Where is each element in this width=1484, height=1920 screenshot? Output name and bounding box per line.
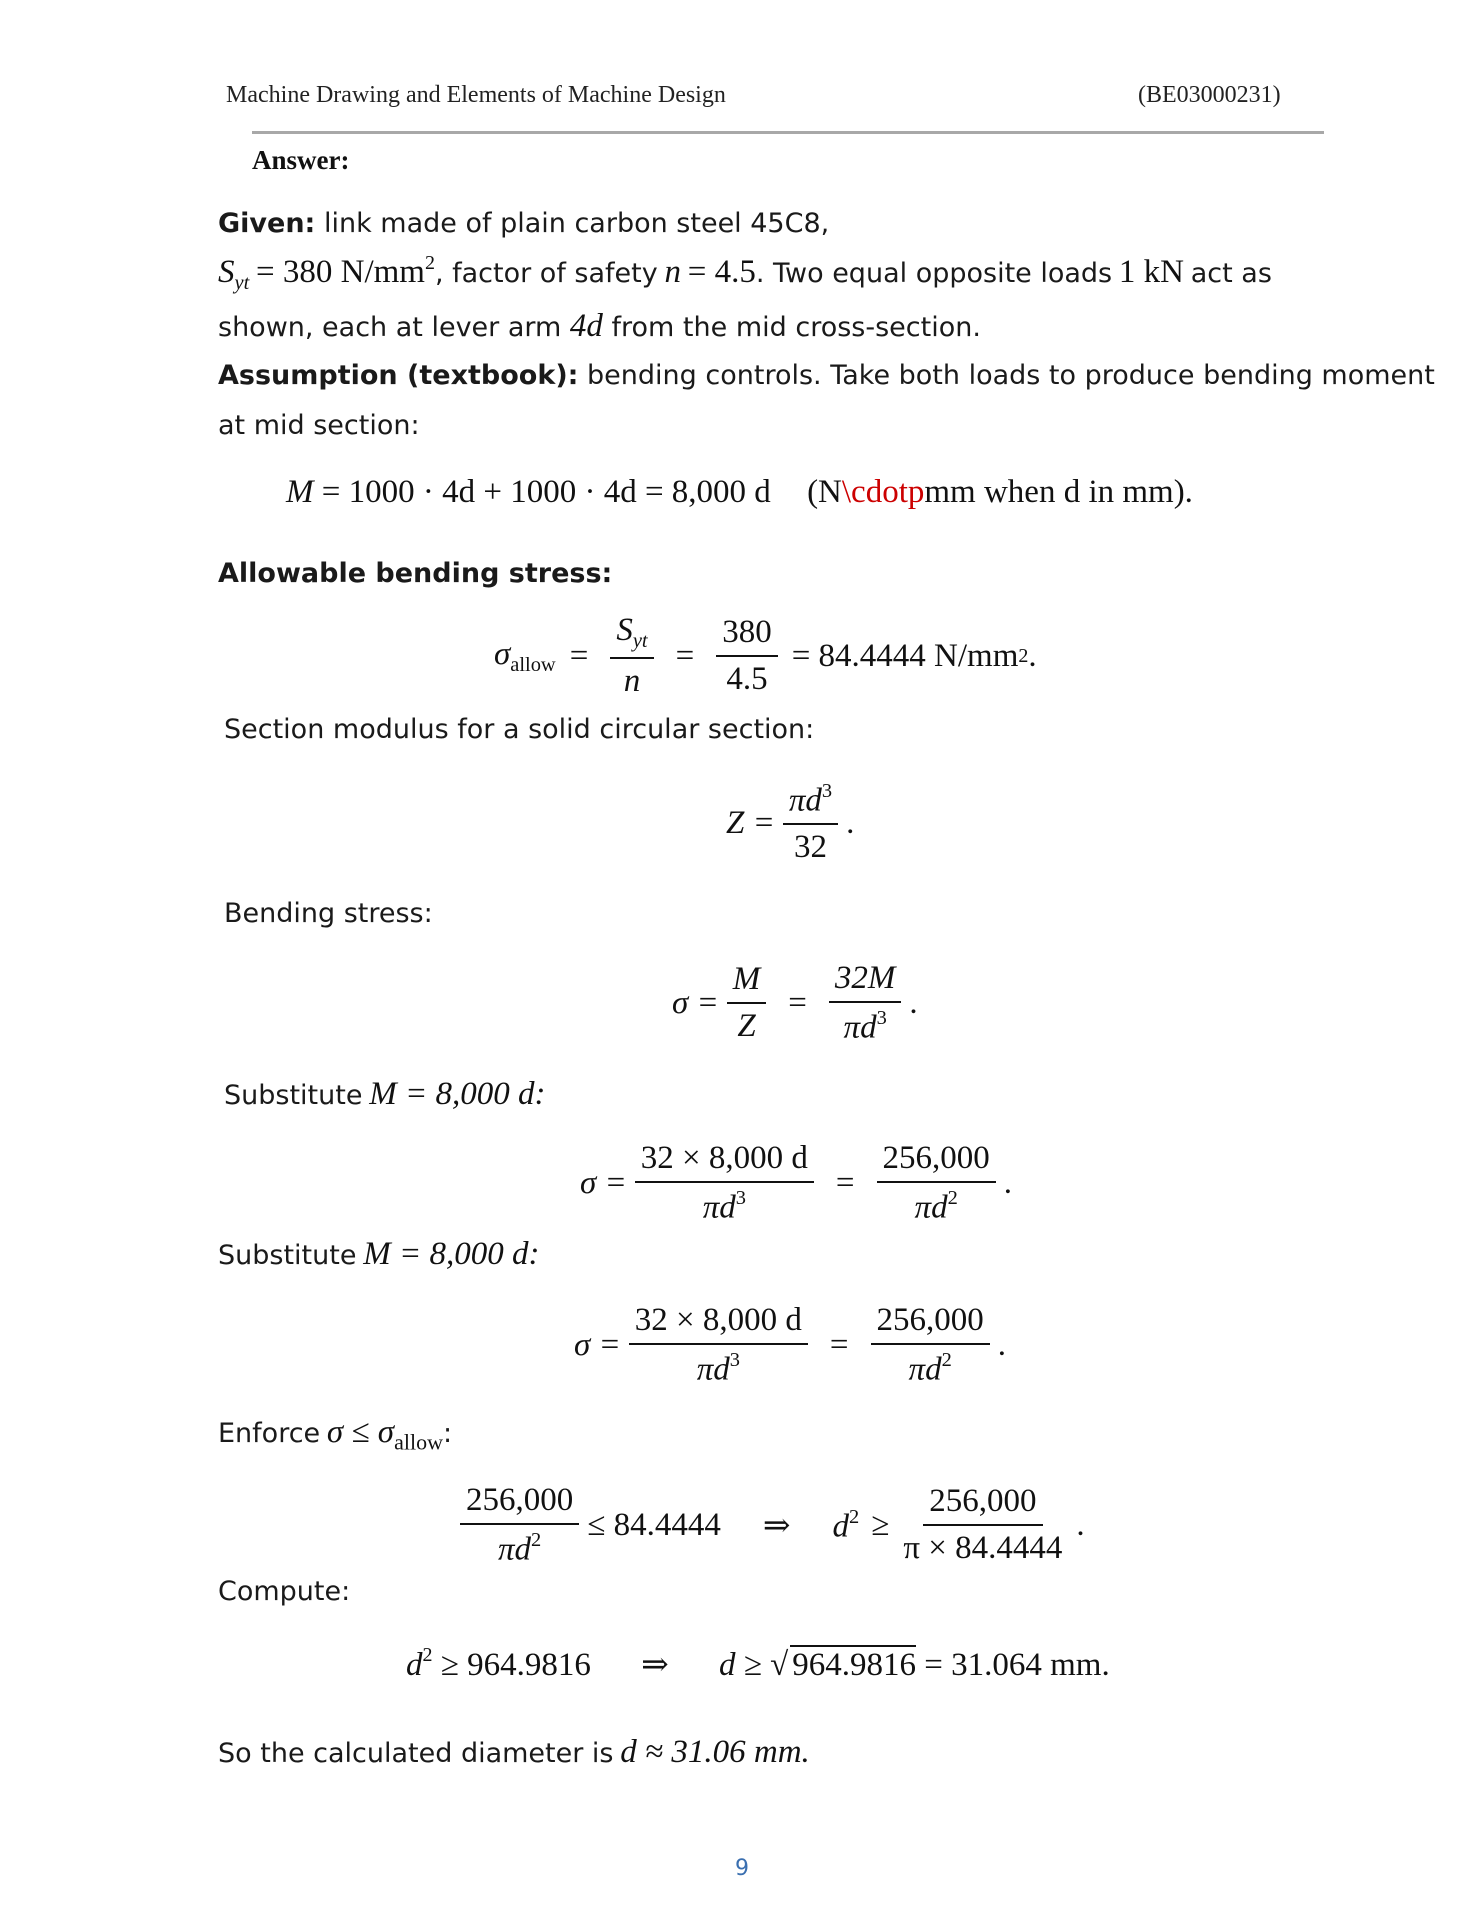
n-symbol: n (664, 254, 681, 290)
syt-exponent: 2 (424, 252, 435, 274)
running-header-code: (BE03000231) (1138, 82, 1281, 108)
given-text-6: from the mid cross-section. (611, 312, 981, 343)
compute-equation: $d^2 \ge 964.9816$ ⇒ d ≥ √ 964.9816 = 31.064 mm. (406, 1644, 1110, 1683)
syt-value: = 380 N/mm (256, 254, 425, 290)
load-value: 1 kN (1118, 254, 1184, 290)
moment-unit-error: \cdotp (841, 474, 925, 510)
sigma-allow-symbol: $\sigma_{allow}$ (494, 635, 556, 676)
moment-unit-close: mm when d in mm). (924, 474, 1193, 510)
substitute-line-2: Substitute M = 8,000 d: (218, 1236, 540, 1272)
allowable-heading: Allowable bending stress: (218, 558, 613, 589)
moment-lhs: M (286, 474, 314, 510)
z-equation: Z = $\frac{\pi d^3}{32}$ . (726, 780, 855, 866)
z-fraction: $\frac{\pi d^3}{32}$ (783, 780, 838, 866)
numeric-fraction: $\frac{380}{4.5}$ (716, 614, 778, 698)
syt-over-n-fraction: $\frac{S_{yt}}{n}$ (610, 612, 653, 700)
running-header-title: Machine Drawing and Elements of Machine Design (226, 82, 726, 108)
given-text-3: . Two equal opposite loads (755, 258, 1113, 289)
assumption-label: Assumption (textbook): (218, 360, 579, 391)
substituted-equation-2: σ = $\frac{32 \times 8,000 d}{\pi d^3}$ = $\frac{256,000}{\pi d^2}$ . (574, 1302, 1007, 1388)
enforce-line: Enforce $\sigma \le \sigma_{allow}$: (218, 1414, 453, 1455)
assumption-text-1: bending controls. Take both loads to produce bending moment (587, 360, 1435, 391)
conclusion-line: So the calculated diameter is d ≈ 31.06 mm. (218, 1734, 810, 1770)
given-line-1 (218, 208, 829, 239)
given-text-4: act as (1190, 258, 1272, 289)
inequality-equation: $\frac{256,000}{\pi d^2}$ ≤ 84.4444 ⇒ $d^2$ ≥ $\frac{256,000}{\pi \times 84.4444}$ . (452, 1482, 1085, 1568)
given-label: Given: (218, 208, 316, 239)
compute-text: Compute: (218, 1576, 351, 1607)
bending-stress-text: Bending stress: (224, 898, 433, 929)
section-modulus-text: Section modulus for a solid circular section: (224, 714, 815, 745)
given-text-1: link made of plain carbon steel 45C8, (323, 208, 830, 239)
sigma-equation: σ = $\frac{M}{Z}$ = $\frac{32M}{\pi d^3}$ . (672, 960, 918, 1046)
moment-unit-open: (N (807, 474, 842, 510)
32m-over-pid3-fraction: $\frac{32M}{\pi d^3}$ (829, 960, 902, 1046)
given-line-2 (218, 252, 1272, 295)
sigma-allow-result: = 84.4444 N/mm (791, 637, 1019, 674)
arm-value: 4d (569, 308, 603, 344)
moment-equation (286, 474, 1193, 511)
moment-rhs: = 1000 · 4d + 1000 · 4d = 8,000 d (321, 474, 771, 510)
assumption-line-2: at mid section: (218, 410, 420, 441)
given-line-3 (218, 308, 981, 345)
assumption-line-1 (218, 360, 1435, 391)
n-value: = 4.5 (687, 254, 756, 290)
substituted-equation-1: σ = $\frac{32 \times 8,000 d}{\pi d^3}$ = $\frac{256,000}{\pi d^2}$ . (580, 1140, 1013, 1226)
header-rule (252, 131, 1324, 134)
m-over-z-fraction: $\frac{M}{Z}$ (727, 961, 767, 1045)
given-text-2: , factor of safety (434, 258, 658, 289)
given-text-5: shown, each at lever arm (218, 312, 562, 343)
sigma-allow-equation: $\sigma_{allow}$ = $\frac{S_{yt}}{n}$ = $\frac{380}{4.5}$ = 84.4444 N/mm 2 . (494, 612, 1037, 700)
syt-symbol: $S_{yt}$ (218, 254, 250, 295)
page-number: 9 (735, 1856, 749, 1881)
substitute-line-1: Substitute M = 8,000 d: (224, 1076, 546, 1112)
answer-heading: Answer: (252, 145, 350, 175)
